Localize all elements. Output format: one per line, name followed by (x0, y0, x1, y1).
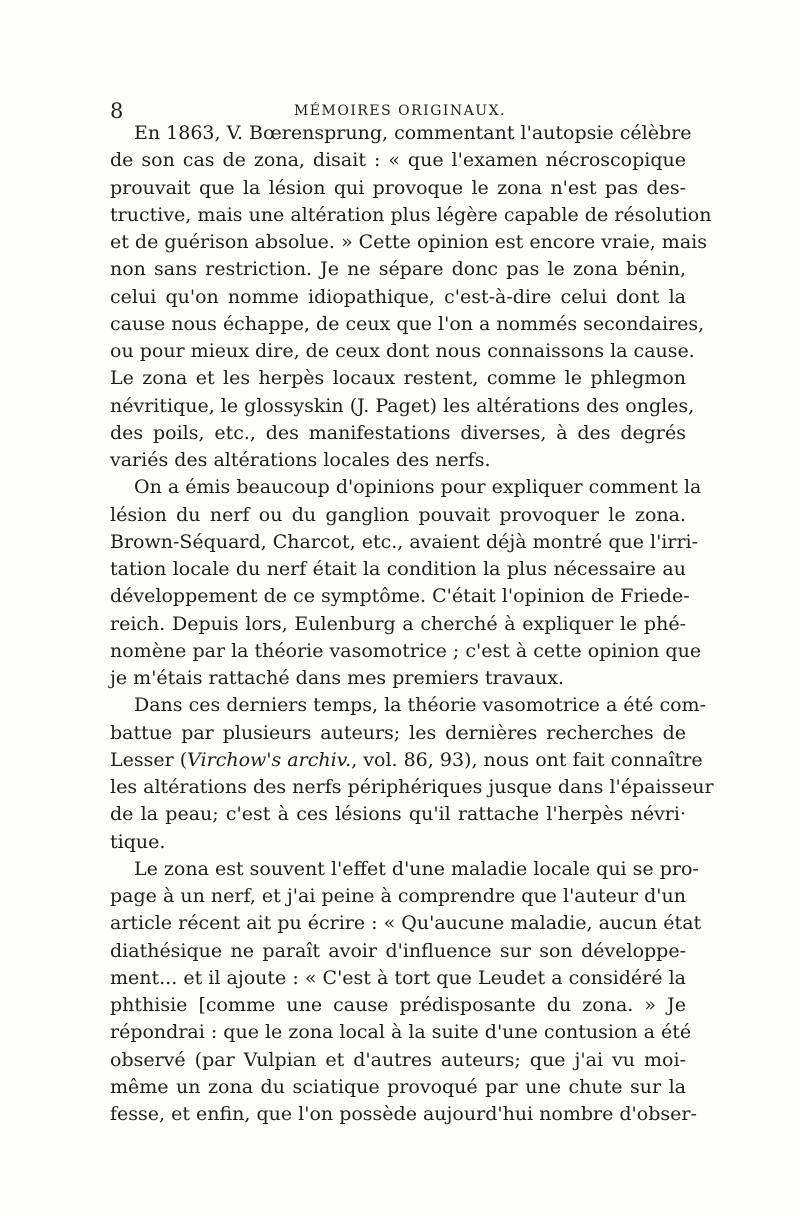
text-line: même un zona du sciatique provoqué par une chute sur la (110, 1075, 686, 1098)
text-line: Brown-Séquard, Charcot, etc., avaient déjà montré que l'irri- (110, 530, 699, 553)
text-line: tructive, mais une altération plus légère capable de résolution (110, 203, 712, 226)
text-line: En 1863, V. Bœrensprung, commentant l'autopsie célèbre (134, 122, 692, 144)
text-line: ou pour mieux dire, de ceux dont nous connaissons la cause. (110, 340, 695, 362)
text-line: de son cas de zona, disait : « que l'examen nécroscopique (110, 149, 686, 172)
text-line: Le zona est souvent l'effet d'une maladie locale qui se pro- (134, 857, 699, 880)
text-line: répondrai : que le zona local à la suite d'une contusion a été (110, 1021, 692, 1044)
text-line: page à un nerf, et j'ai peine à comprendre que l'auteur d'un (110, 885, 686, 907)
body-text (110, 120, 714, 1128)
text-line: reich. Depuis lors, Eulenburg a cherché à expliquer le phé- (110, 612, 686, 635)
text-line: battue par plusieurs auteurs; les dernières recherches de (110, 721, 686, 744)
text-line: ment... et il ajoute : « C'est à tort que Leudet a considéré la (110, 966, 686, 989)
text-line: de la peau; c'est à ces lésions qu'il rattache l'herpès névri· (110, 803, 686, 826)
text-line: prouvait que la lésion qui provoque le zona n'est pas des- (110, 176, 686, 199)
text-line: je m'étais rattaché dans mes premiers travaux. (110, 667, 565, 689)
text-line: cause nous échappe, de ceux que l'on a nommés secondaires, (110, 312, 705, 335)
text-line: On a émis beaucoup d'opinions pour expliquer comment la (134, 476, 702, 499)
text-line: tique. (110, 830, 166, 853)
text-line: celui qu'on nomme idiopathique, c'est-à-dire celui dont la (110, 285, 686, 308)
text-line: observé (par Vulpian et d'autres auteurs; que j'ai vu moi- (110, 1048, 686, 1071)
text-line: variés des altérations locales des nerfs. (110, 449, 491, 471)
text-line: lésion du nerf ou du ganglion pouvait provoquer le zona. (110, 503, 686, 526)
text-line-with-citation (110, 747, 703, 774)
text-line: tation locale du nerf était la condition la plus nécessaire au (110, 558, 686, 580)
text-fragment: , vol. 86, 93), nous ont fait connaître (351, 748, 703, 771)
text-line: développement de ce symptôme. C'était l'opinion de Friede- (110, 585, 690, 608)
text-line: diathésique ne paraît avoir d'influence sur son développe- (110, 939, 686, 962)
text-line: et de guérison absolue. » Cette opinion est encore vraie, mais (110, 231, 707, 253)
text-line: nomène par la théorie vasomotrice ; c'est à cette opinion que (110, 639, 702, 662)
text-line: article récent ait pu écrire : « Qu'aucune maladie, aucun état (110, 912, 702, 935)
running-title: MÉMOIRES ORIGINAUX. (293, 103, 507, 119)
text-line: phthisie [comme une cause prédisposante du zona. » Je (110, 994, 686, 1016)
text-line: non sans restriction. Je ne sépare donc pas le zona bénin, (110, 258, 686, 281)
text-line: Le zona et les herpès locaux restent, comme le phlegmon (110, 367, 686, 390)
text-fragment: Lesser ( (110, 748, 188, 771)
journal-title: Virchow's archiv. (187, 748, 352, 771)
text-line: Dans ces derniers temps, la théorie vasomotrice a été com- (134, 694, 706, 717)
text-line: névritique, le glossyskin (J. Paget) les altérations des ongles, (110, 394, 695, 417)
text-line: des poils, etc., des manifestations diverses, à des degrés (110, 421, 686, 444)
text-line: les altérations des nerfs périphériques jusque dans l'épaisseur (110, 776, 714, 798)
text-line: fesse, et enfin, que l'on possède aujourd'hui nombre d'obser- (110, 1103, 697, 1125)
page-number: 8 (110, 99, 124, 123)
